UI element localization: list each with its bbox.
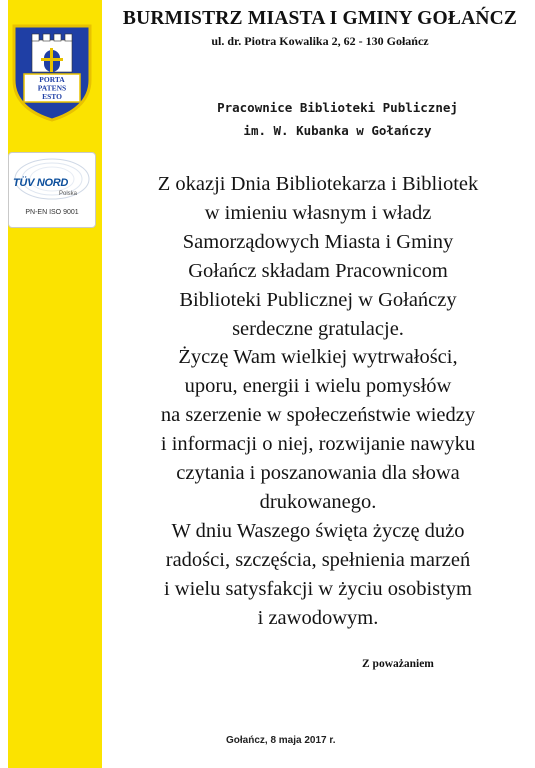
body-line: Z okazji Dnia Bibliotekarza i Bibliotek xyxy=(157,173,479,195)
addressee-line: im. W. Kubanka w Gołańczy xyxy=(243,123,432,138)
letter-body xyxy=(104,170,532,633)
body-line: Samorządowych Miasta i Gminy xyxy=(182,230,454,253)
body-line: i wielu satysfakcji w życiu osobistym xyxy=(163,577,473,600)
body-line: Życzę Wam wielkiej wytrwałości, xyxy=(178,346,458,369)
crest-motto-line: PORTA xyxy=(39,75,65,84)
body-line: Biblioteki Publicznej w Gołańczy xyxy=(179,288,457,311)
crest-motto-line: PATENS xyxy=(37,83,67,93)
body-line: drukowanego. xyxy=(259,490,377,513)
addressee-line: Pracownice Biblioteki Publicznej xyxy=(217,100,458,115)
coat-of-arms-icon xyxy=(10,22,94,122)
certification-standard: PN-EN ISO 9001 xyxy=(25,209,79,216)
body-line: Gołańcz składam Pracownicom xyxy=(188,259,448,282)
body-line: radości, szczęścia, spełnienia marzeń xyxy=(165,548,471,571)
body-line: serdeczne gratulacje. xyxy=(232,317,404,340)
closing-signature: Z poważaniem xyxy=(362,658,434,670)
certification-badge xyxy=(8,152,96,228)
crest-motto-line: ESTO xyxy=(42,92,62,101)
body-line: i informacji o niej, rozwijanie nawyku xyxy=(160,433,476,456)
body-line: w imieniu własnym i władz xyxy=(204,201,432,224)
certification-country: Polska xyxy=(59,191,78,197)
addressee-block xyxy=(150,96,525,142)
body-line: na szerzenie w społeczeństwie wiedzy xyxy=(160,404,476,427)
body-line: i zawodowym. xyxy=(257,606,379,629)
body-line: uporu, energii i wielu pomysłów xyxy=(184,375,452,398)
body-line: W dniu Waszego święta życzę dużo xyxy=(171,519,465,542)
body-line: czytania i poszanowania dla słowa xyxy=(176,462,460,485)
page-title: BURMISTRZ MIASTA I GMINY GOŁAŃCZ xyxy=(122,8,518,29)
certification-brand: TÜV NORD xyxy=(13,177,69,189)
header-address: ul. dr. Piotra Kowalika 2, 62 - 130 Gołańcz xyxy=(211,34,429,48)
date-line: Gołańcz, 8 maja 2017 r. xyxy=(226,735,336,746)
